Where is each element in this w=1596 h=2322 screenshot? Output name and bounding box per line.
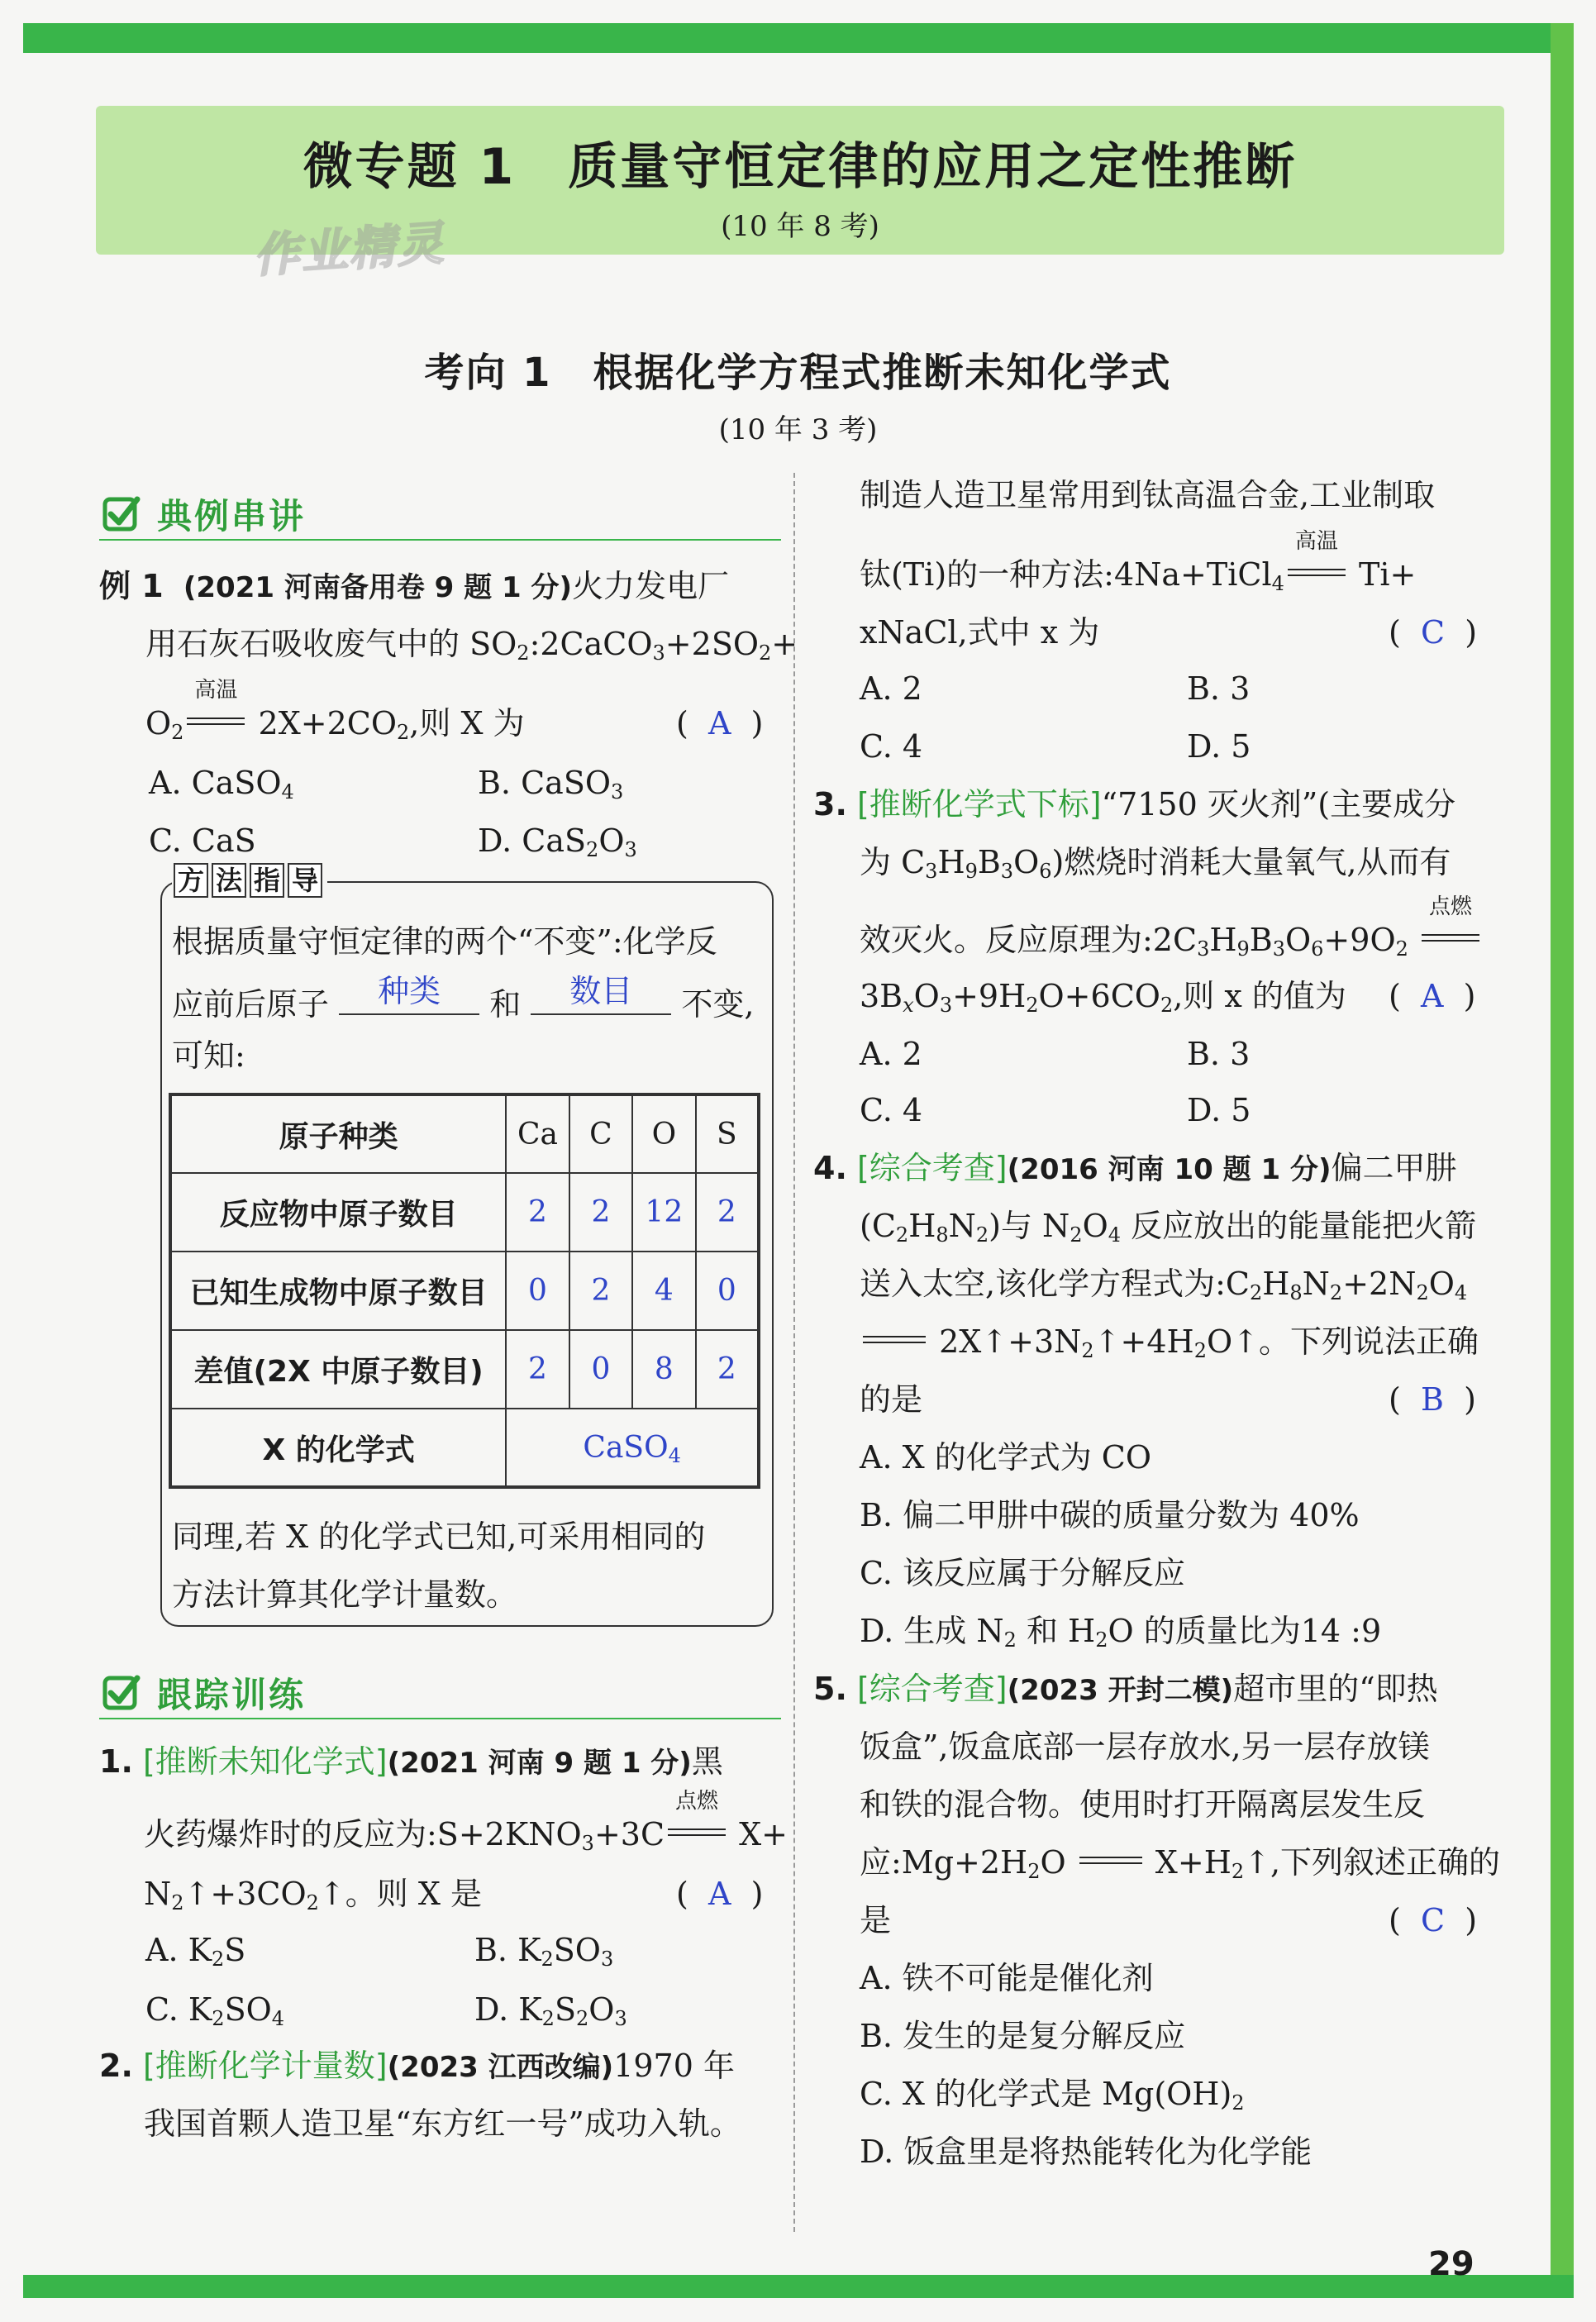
table-row [170, 1252, 759, 1330]
q3-line3: 效灭火。反应原理为:2C [860, 922, 1198, 958]
q2-option-c: C. 4 [860, 728, 923, 765]
guide-tab: 法 [212, 863, 246, 898]
q1-answer-value: A [707, 1876, 731, 1912]
q4-line-1 [813, 1152, 1457, 1184]
q5-tag: [综合考查] [856, 1671, 1008, 1707]
q1-line-3: $N_2↑+3CO_2↑$。则 X 是 [144, 1876, 482, 1914]
q4-answer-value: B [1420, 1381, 1444, 1418]
option-text: B. K [474, 1932, 541, 1968]
q3-option-c: C. 4 [860, 1092, 923, 1128]
q3-line-1 [813, 786, 1456, 822]
blank-1 [339, 973, 479, 1015]
q1-line2: 火药爆炸时的反应为:S+2KNO [144, 1816, 582, 1852]
q2-option-d: D. 5 [1187, 728, 1251, 765]
q5-number: 5. [813, 1671, 847, 1707]
q5-line4-end: ↑,下列叙述正确的 [1244, 1844, 1501, 1881]
q5-answer-value: C [1420, 1902, 1446, 1938]
q1-option-b: B. $K_2SO_3$ [474, 1932, 614, 1971]
q1-option-a: A. $K_2S$ [145, 1932, 246, 1971]
q5-line4: 应:Mg+2H [860, 1844, 1028, 1881]
condition-text: 高温 [1294, 529, 1338, 554]
q3-line1: “7150 灭火剂”(主要成分 [1101, 786, 1456, 822]
q1-line3-end: ↑。则 X 是 [318, 1876, 482, 1912]
q5-line-2: 饭盒”,饭盒底部一层存放水,另一层存放镁 [860, 1728, 1430, 1765]
formula-text: CaSO [583, 1430, 669, 1465]
q1-line-1 [99, 1743, 723, 1780]
table-formula-cell: CaSO$_4$ [506, 1409, 759, 1487]
q4-option-a: A. X 的化学式为 CO [860, 1439, 1152, 1476]
topic-header [96, 106, 1504, 284]
table-cell: 4 [632, 1252, 695, 1330]
q4-tag: [综合考查] [856, 1150, 1008, 1186]
table-cell: 0 [569, 1330, 632, 1409]
condition-text: 点燃 [1428, 894, 1472, 919]
example-option-a: A. CaSO$_4$ [149, 765, 294, 803]
option-text: C. CaS [149, 822, 256, 859]
blank-2-answer: 数目 [569, 973, 633, 1009]
q3-line-3: 效灭火。反应原理为$:2C_3H_9B_3O_6+9O_2$ 点燃 [860, 924, 1483, 956]
guide-p2a: 应前后原子 [172, 986, 330, 1023]
table-cell: 2 [569, 1252, 632, 1330]
example-heading-label: 典例串讲 [157, 496, 307, 536]
table-header-row [170, 1094, 759, 1173]
table-header-cell: O [632, 1094, 695, 1173]
option-text: A. CaSO [149, 765, 282, 801]
q1-tail: 黑 [691, 1743, 723, 1780]
q1-source: (2021 河南 9 题 1 分) [387, 1747, 692, 1780]
q5-line-1 [813, 1673, 1438, 1705]
table-row [170, 1409, 759, 1487]
q4-line-4: $2X↑+3N_2↑+4H_2O↑$。下列说法正确 [860, 1326, 1479, 1357]
table-header-cell: C [569, 1094, 632, 1173]
q5-tail: 超市里的“即热 [1233, 1671, 1438, 1707]
guide-tab: 指 [250, 863, 284, 898]
column-divider [793, 473, 795, 2232]
q2-line-1 [99, 2048, 735, 2084]
q4-option-d: D. 生成 $N_2$ 和 $H_2O$ 的质量比为14 :9 [860, 1613, 1382, 1652]
q1-number: 1. [99, 1743, 133, 1780]
blank-2 [531, 973, 671, 1015]
equals-arrow [860, 1328, 929, 1352]
condition-arrow [1418, 894, 1483, 951]
section-subtitle: (10 年 3 考) [718, 413, 878, 446]
q1-option-d: D. $K_2S_2O_3$ [474, 1991, 627, 2030]
table-cell: 2 [506, 1173, 569, 1252]
q2-answer-value: C [1420, 614, 1446, 651]
q5-line-4: 应$:Mg+2H_2O$ $X+H_2↑$,下列叙述正确的 [860, 1844, 1501, 1883]
q2-line4-end: Ti+ [1358, 556, 1417, 593]
example-option-c [149, 822, 256, 859]
atom-count-table [169, 1093, 760, 1489]
q4-source: (2016 河南 10 题 1 分) [1007, 1153, 1332, 1186]
example-answer-value: A [707, 705, 731, 741]
q4-line4-end: ↑。下列说法正确 [1232, 1323, 1479, 1360]
q2-line-2: 我国首颗人造卫星“东方红一号”成功入轨。 [144, 2105, 741, 2142]
q1-answer: ( A ) [676, 1876, 764, 1912]
q3-answer: ( A ) [1389, 978, 1476, 1014]
q5-option-a: A. 铁不可能是催化剂 [860, 1960, 1154, 1996]
q1-line-2: 火药爆炸时的反应为$:S+2KNO_3+3C$ 点燃 X+ [144, 1789, 788, 1855]
example-label: 例 1 [99, 568, 164, 604]
condition-arrow [183, 678, 248, 734]
table-cell: 2 [506, 1330, 569, 1409]
table-row [170, 1173, 759, 1252]
q4-answer: ( B ) [1389, 1381, 1476, 1418]
option-text: A. K [145, 1932, 212, 1968]
q4-tail: 偏二甲肼 [1331, 1150, 1457, 1186]
guide-p3: 可知: [172, 1037, 245, 1074]
table-cell: 0 [506, 1252, 569, 1330]
checkbox-check-icon [102, 494, 141, 532]
q3-option-b: B. 3 [1187, 1036, 1251, 1072]
example-line-3: $O_2$ 高温 $2X+2CO_2$,则 X 为 [145, 678, 525, 744]
guide-p2 [172, 973, 755, 1023]
top-border-bar [23, 23, 1569, 53]
example-line-2: 用石灰石吸收废气中的 $SO_2:2CaCO_3+2SO_2+$ [145, 626, 798, 665]
q4-option-c: C. 该反应属于分解反应 [860, 1555, 1185, 1591]
guide-p4: 同理,若 X 的化学式已知,可采用相同的 [172, 1519, 706, 1555]
condition-text: 高温 [194, 678, 238, 703]
table-header-cell: 原子种类 [170, 1094, 506, 1173]
q3-option-a: A. 2 [860, 1036, 922, 1072]
q5-option-b: B. 发生的是复分解反应 [860, 2018, 1186, 2054]
example-line2: 用石灰石吸收废气中的 SO [145, 626, 517, 662]
blank-1-answer: 种类 [378, 973, 441, 1009]
example-line3-tail: 2X+2CO [258, 705, 398, 741]
q5-option-c: C. X 的化学式是 $Mg(OH)_2$ [860, 2076, 1245, 2115]
q3-line2-end: )燃烧时消耗大量氧气,从而有 [1051, 844, 1451, 880]
q2-line4: 钛(Ti)的一种方法:4Na+TiCl [860, 556, 1272, 593]
q5-option-d: D. 饭盒里是将热能转化为化学能 [860, 2134, 1313, 2170]
q5-line-3: 和铁的混合物。使用时打开隔离层发生反 [860, 1786, 1426, 1823]
option-text: C. K [145, 1991, 212, 2028]
table-row-label: 已知生成物中原子数目 [170, 1252, 506, 1330]
condition-arrow [665, 1789, 729, 1845]
section-title: 考向 1 根据化学方程式推断未知化学式 [424, 350, 1172, 396]
example-source: (2021 河南备用卷 9 题 1 分) [183, 571, 573, 604]
q3-line-4: $3B_xO_3+9H_2O+6CO_2$,则 x 的值为 [860, 978, 1346, 1017]
q2-option-b: B. 3 [1187, 670, 1251, 707]
topic-subtitle: (10 年 8 考) [721, 210, 879, 243]
option-text: B. CaSO [478, 765, 611, 801]
q3-line-2: 为 $C_3H_9B_3O_6$)燃烧时消耗大量氧气,从而有 [860, 844, 1451, 883]
example-option-b: B. CaSO$_3$ [478, 765, 624, 803]
table-header-cell: Ca [506, 1094, 569, 1173]
example-line1-tail: 火力发电厂 [572, 568, 730, 604]
example-answer: ( A ) [676, 705, 764, 741]
equals-arrow [1076, 1848, 1146, 1873]
guide-p2c: 不变, [681, 986, 755, 1023]
q2-line-4: 钛(Ti)的一种方法:4Na+TiCl$_4$ 高温 Ti+ [860, 529, 1417, 595]
method-guide-tabs [172, 863, 327, 898]
guide-p2b: 和 [489, 986, 522, 1023]
q1-option-c: C. $K_2SO_4$ [145, 1991, 285, 2030]
topic-title: 微专题 1 质量守恒定律的应用之定性推断 [303, 138, 1298, 196]
q2-tail: 1970 年 [613, 2048, 735, 2084]
q4-option-b: B. 偏二甲肼中碳的质量分数为 40% [860, 1497, 1360, 1533]
q4-number: 4. [813, 1150, 847, 1186]
q2-source: (2023 江西改编) [387, 2051, 614, 2084]
q3-line2: 为 C [860, 844, 926, 880]
example-option-d: D. $CaS_2O_3$ [478, 822, 637, 861]
q3-tag: [推断化学式下标] [856, 786, 1102, 822]
q2-answer: ( C ) [1389, 614, 1478, 651]
q4-line-2: $(C_2H_8N_2)$与 $N_2O_4$ 反应放出的能量能把火箭 [860, 1208, 1477, 1247]
table-cell: 2 [569, 1173, 632, 1252]
example-line3-end: ,则 X 为 [409, 705, 525, 741]
q5-source: (2023 开封二模) [1007, 1674, 1234, 1707]
q3-number: 3. [813, 786, 847, 822]
q3-option-d: D. 5 [1187, 1092, 1251, 1128]
q2-tag: [推断化学计量数] [142, 2048, 388, 2084]
q2-option-a: A. 2 [860, 670, 922, 707]
table-cell: 2 [696, 1330, 759, 1409]
guide-tab: 导 [288, 863, 322, 898]
q4-line-5: 的是 [860, 1381, 923, 1418]
q3-answer-value: A [1420, 978, 1444, 1014]
table-header-cell: S [696, 1094, 759, 1173]
q2-number: 2. [99, 2048, 133, 2084]
example-line-1 [99, 570, 729, 602]
table-cell: 8 [632, 1330, 695, 1409]
page-number: 29 [1428, 2245, 1475, 2283]
training-heading-label: 跟踪训练 [157, 1675, 307, 1715]
training-heading [99, 1662, 781, 1719]
option-text: D. CaS [478, 822, 587, 859]
checkbox-check-icon [102, 1673, 141, 1711]
q5-line-5: 是 [860, 1902, 892, 1938]
q5-answer: ( C ) [1389, 1902, 1478, 1938]
q2-line-5: xNaCl,式中 x 为 [860, 614, 1100, 651]
option-text: D. 生成 N [860, 1613, 1004, 1649]
option-text: D. K [474, 1991, 542, 2028]
q4-line3: 送入太空,该化学方程式为:C [860, 1266, 1250, 1302]
table-cell: 12 [632, 1173, 695, 1252]
table-row-label: 差值(2X 中原子数目) [170, 1330, 506, 1409]
q4-line-3: 送入太空,该化学方程式为$:C_2H_8N_2+2N_2O_4$ [860, 1266, 1468, 1304]
example-heading [99, 483, 781, 541]
bottom-border-bar [23, 2275, 1574, 2298]
guide-p5: 方法计算其化学计量数。 [172, 1576, 518, 1613]
condition-arrow [1284, 529, 1349, 585]
watermark: 作业精灵 [251, 216, 447, 284]
q2-line-3: 制造人造卫星常用到钛高温合金,工业制取 [860, 477, 1436, 513]
q3-line4-end: ,则 x 的值为 [1173, 978, 1346, 1014]
guide-p1: 根据质量守恒定律的两个“不变”:化学反 [172, 923, 717, 960]
q1-tag: [推断未知化学式] [142, 1743, 388, 1780]
table-row-label: 反应物中原子数目 [170, 1173, 506, 1252]
option-text: C. X 的化学式是 Mg(OH) [860, 2076, 1232, 2112]
table-row [170, 1330, 759, 1409]
q4-line2-end: 反应放出的能量能把火箭 [1131, 1208, 1477, 1244]
condition-text: 点燃 [675, 1789, 719, 1814]
table-cell: 2 [696, 1173, 759, 1252]
table-cell: 0 [696, 1252, 759, 1330]
table-row-label: X 的化学式 [170, 1409, 506, 1487]
guide-tab: 方 [174, 863, 208, 898]
